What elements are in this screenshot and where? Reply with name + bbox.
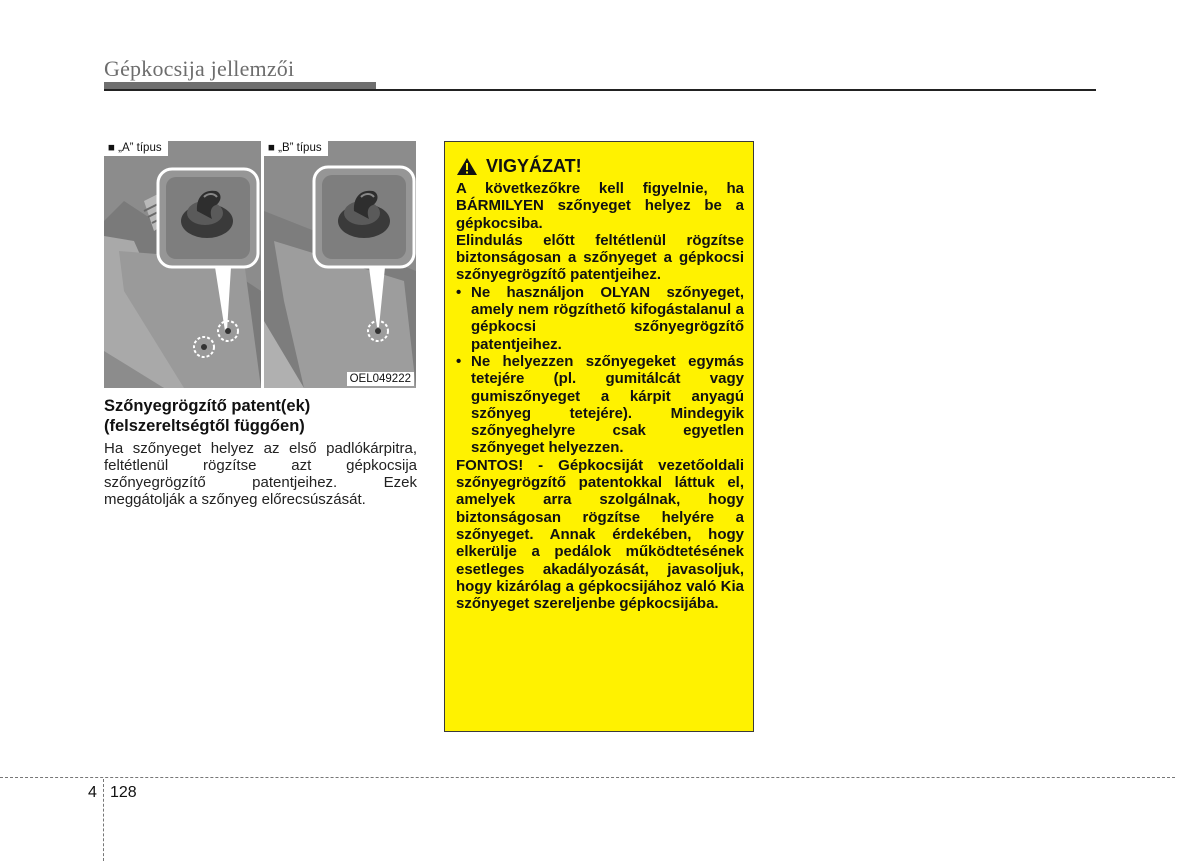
bullet-icon: •	[456, 352, 462, 370]
warning-bullet	[456, 353, 744, 457]
chapter-number: 4	[88, 784, 97, 801]
warning-triangle-icon	[456, 157, 478, 176]
warning-important: FONTOS! - Gépkocsiját vezetőoldali szőnyegrögzítő patentokkal láttuk el, amelyek arra szolgálnak, hogy biztonságosan rögzítse helyére a szőnyeget. Annak érdekében, hogy elkerülje a pedálok működtetésének esetleges akadályozását, javasoljuk, hogy kizárólag a gépkocsijához való Kia szőnyeget szereljenbe gépkocsijába.	[456, 456, 744, 613]
bullet-icon: •	[456, 283, 462, 301]
warning-bullet-list	[456, 284, 744, 457]
warning-intro: A következőkre kell figyelnie, ha BÁRMILYEN szőnyeget helyez be a gépkocsiba.	[456, 180, 744, 232]
warning-title: VIGYÁZAT!	[486, 156, 582, 176]
page-number: 128	[110, 784, 137, 801]
warning-box	[444, 141, 754, 732]
section-body: Ha szőnyeget helyez az első padlókárpitra, feltétlenül rögzítse azt gépkocsija szőnyegrögzítő patentjeihez. Ezek meggátolják a szőnyeg előrecsúszását.	[104, 440, 417, 508]
footer-vertical-rule	[103, 779, 104, 861]
floor-mat-illustration-a	[104, 141, 261, 388]
warning-bullet-text: Ne használjon OLYAN szőnyeget, amely nem rögzíthető kifogástalanul a gépkocsi szőnyegrögzítő patentjeihez.	[471, 283, 744, 353]
warning-bullet	[456, 284, 744, 353]
figure-panel-type-a	[104, 141, 261, 388]
figure-code: OEL049222	[347, 372, 414, 386]
warning-header	[456, 156, 744, 177]
floor-mat-anchor-figure	[104, 141, 416, 388]
floor-mat-illustration-b	[264, 141, 416, 388]
header-rule	[104, 89, 1096, 91]
warning-bullet-text: Ne helyezzen szőnyegeket egymás tetejére (pl. gumitálcát vagy gumiszőnyeget a kárpit anyagú szőnyeg tetejére). Mindegyik szőnyeghelyre csak egyetlen szőnyeget helyezzen.	[471, 352, 744, 457]
panel-b-label: ■ „B” típus	[264, 141, 328, 156]
warning-paragraph: Elindulás előtt feltétlenül rögzítse biztonságosan a szőnyeget a gépkocsi szőnyegrögzítő patentjeihez.	[456, 231, 744, 284]
footer-rule	[0, 777, 1175, 778]
figure-panel-type-b	[264, 141, 416, 388]
panel-a-label: ■ „A” típus	[104, 141, 168, 156]
chapter-title: Gépkocsija jellemzői	[104, 56, 295, 81]
section-heading: Szőnyegrögzítő patent(ek) (felszereltségtől függően)	[104, 397, 311, 435]
